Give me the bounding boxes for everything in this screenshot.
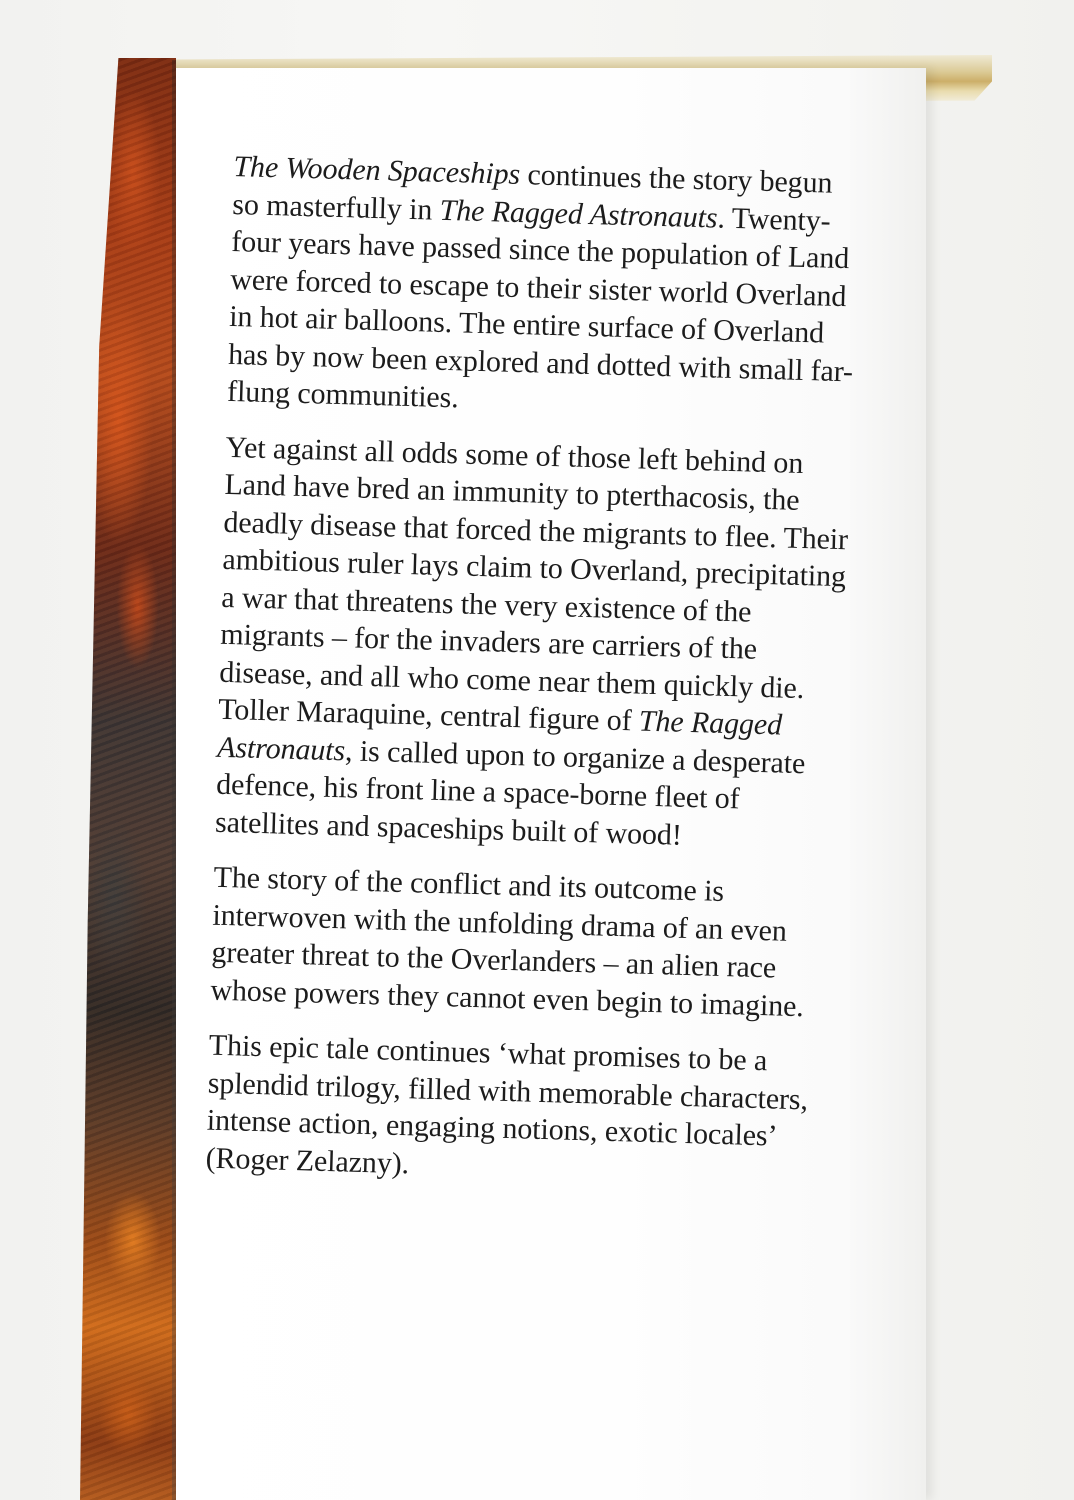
book-title: The Ragged Astronauts xyxy=(216,704,783,767)
book-title: The Ragged Astronauts xyxy=(439,193,718,235)
blurb-paragraph-1 xyxy=(227,148,862,428)
blurb-text-run: Yet against all odds some of those left behind on Land have bred an immunity to pterthacosis, the deadly disease that forced the migrants to flee. Their ambitious ruler lays claim to Overland, precipitating a war that threatens the very existence of the migrants – for the invaders are carriers of the disease, and all who come near them quickly die. Toller Maraquine, central figure of xyxy=(217,430,849,738)
blurb-text-run: . Twenty-four years have passed since the population of Land were forced to escape to their sister world Overland in hot air balloons. The entire surface of Overland has by now been explored and dotted with small far-flung communities. xyxy=(226,201,854,415)
flap-fold-line xyxy=(172,60,176,1500)
blurb-text-run: , is called upon to organize a desperate defence, his front line a space-borne fleet of satellites and spaceships built of wood! xyxy=(214,733,806,852)
book-title: The Wooden Spaceships xyxy=(233,149,521,191)
blurb-text xyxy=(205,148,862,1212)
blurb-paragraph-2 xyxy=(215,428,854,858)
blurb-paragraph-3: The story of the conflict and its outcome is interwoven with the unfolding drama of an even greater threat to the Overlanders – an alien race whose powers they cannot even begin to imagine. xyxy=(210,860,805,1023)
blurb-paragraph-4: This epic tale continues ‘what promises to be a splendid trilogy, filled with memorable characters, intense action, engaging notions, exotic locales’ (Roger Zelazny). xyxy=(205,1028,809,1180)
blurb-text-run: continues the story begun so masterfully in xyxy=(231,158,833,227)
